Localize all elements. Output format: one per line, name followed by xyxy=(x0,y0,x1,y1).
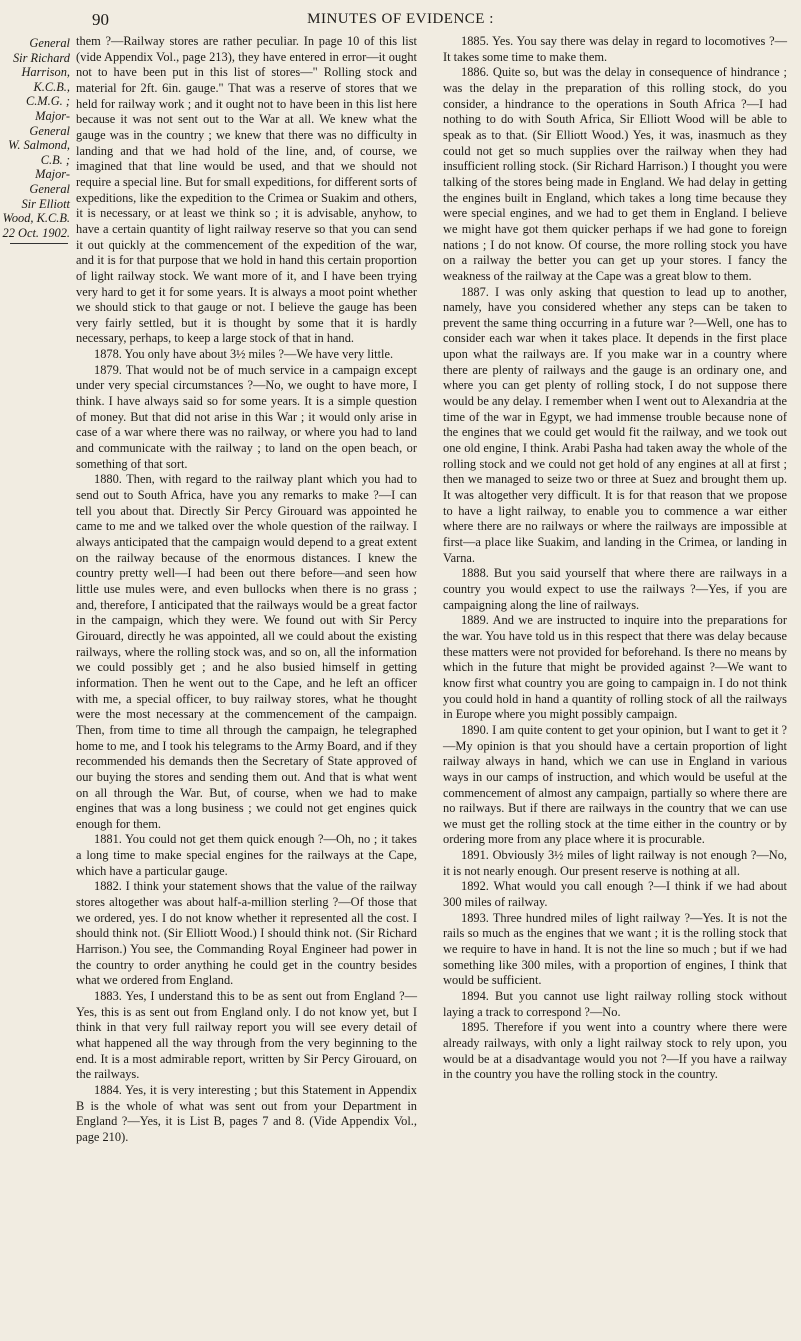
paragraph: 1881. You could not get them quick enough ?—Oh, no ; it takes a long time to make special engines for the railways at the Cape, which have a particular gauge. xyxy=(76,832,417,878)
paragraph: 1879. That would not be of much service in a campaign except under very special circumstances ?—No, we ought to have more, I think. I have always said so for some years. It is a simple question of money. But that did not arise in this War ; it would only arise in case of a war where there was no railway, or where you had to land and communicate with the railway ; to land on the open beach, or something of that sort. xyxy=(76,362,417,471)
right-column xyxy=(443,34,787,1083)
margin-line: C.M.G. ; xyxy=(25,94,70,109)
margin-line: C.B. ; xyxy=(40,152,70,167)
margin-line: General xyxy=(29,123,70,138)
paragraph: 1893. Three hundred miles of light railway ?—Yes. It is not the rails so much as the engines that we want ; it is the rolling stock that we require to have in hand. It is not the line so much ; but if we had something like 300 miles, with a proportion of engines, I think that would be sufficient. xyxy=(443,910,787,988)
paragraph: 1878. You only have about 3½ miles ?—We have very little. xyxy=(94,347,394,362)
running-title: MINUTES OF EVIDENCE : xyxy=(307,11,494,27)
margin-line: General xyxy=(29,181,70,196)
margin-line: Sir Richard xyxy=(12,50,70,65)
margin-line: Wood, K.C.B. xyxy=(2,211,70,226)
paragraph: 1886. Quite so, but was the delay in consequence of hindrance ; was the delay in the preparation of this rolling stock, do you consider, a hindrance to the operations in South Africa ?—I had nothing to do with South Africa, Sir Elliott Wood will be able to speak as to that. (Sir Elliott Wood.) Yes, it was, inasmuch as they could not get so much supplies over the railway when they had insufficient rolling stock. (Sir Richard Harrison.) I thought you were talking of the stores being made in England. We had delay in getting the engines built in England, which takes a long time because they were special engines, and we had to get them in England. I believe we might have got them quicker perhaps if we had gone to foreign nations ; I do not know. Of course, the more rolling stock you have on a railway the better you can get up your stores. I fancy the weakness of the railway at the Cape was a great blow to them. xyxy=(443,65,787,283)
paragraph: 1891. Obviously 3½ miles of light railway is not enough ?—No, it is not nearly enough. Our present reserve is nothing at all. xyxy=(443,848,787,878)
paragraph: them ?—Railway stores are rather peculiar. In page 10 of this list (vide Appendix Vol., page 213), they have entered in error—it ought not to have been put in this list of stores—" Rolling stock and material for 2ft. 6in. gauge." That was a reserve of stores that we held for railway work ; and it ought not to have been in this list here because it was not sent out to the War at all. We knew what the gauge was in the country ; we knew that there was no difficulty in landing and that we had hold of the line, and, of course, we imagined that that line would be used, and that we should not require a special line. But for small expeditions, for different sorts of expeditions, like the expedition to the Crimea or Suakim and others, it is necessary, or at least we think so ; it is advisable, anyhow, to have a certain quantity of light railway reserve so that you can send it out quickly at the commencement of the expedition of the war, and it is for that purpose that we hold in hand this certain proportion of light railway stock. We want more of it, and I have been trying very hard to get it for some years. It is always a moot point whether we should stick to that gauge or not. I believe the gauge has been very fairly settled, but it is thought by some that it is hardly necessary, perhaps, to keep a large stock of that in hand. xyxy=(76,34,417,346)
paragraph: 1892. What would you call enough ?—I think if we had about 300 miles of railway. xyxy=(443,879,787,910)
left-column xyxy=(76,34,417,1146)
margin-line: General xyxy=(29,36,70,50)
margin-line: Harrison, xyxy=(21,65,70,80)
paragraph: 1895. Therefore if you went into a country where there were already railways, with only a light railway stock to rely upon, you would be at a disadvantage would you not ?—If you have a railway in the country you have the rolling stock in the country. xyxy=(443,1020,787,1082)
margin-line: Sir Elliott xyxy=(21,196,70,211)
witness-margin-note xyxy=(2,36,70,244)
paragraph: 1889. And we are instructed to inquire into the preparations for the war. You have told us in this respect that there was delay because these matters were not provided for beforehand. Is there no means by which in the future that might be provided against ?—We want to know first what country you are going to campaign in. I do not think you could hold in hand a quantity of rolling stock of all the railways in Europe where you might possibly campaign. xyxy=(443,613,787,722)
paragraph: 1890. I am quite content to get your opinion, but I want to get it ?—My opinion is that you should have a certain proportion of light railway always in hand, which we can use in England in various ways in our camps of instruction, and which would be useful at the commencement of almost any campaign, partially so where there are no railways. But if there are railways in the country that we can use we must get the rolling stock at the time either in the country or by ordering more from any place where it is procurable. xyxy=(443,722,787,847)
paragraph: 1885. Yes. You say there was delay in regard to locomotives ?—It takes some time to make them. xyxy=(443,34,787,64)
margin-line: Major- xyxy=(35,167,70,182)
margin-line: K.C.B., xyxy=(33,79,70,94)
margin-line: Major- xyxy=(35,108,70,123)
margin-date: 22 Oct. 1902. xyxy=(2,225,70,240)
page-number: 90 xyxy=(92,10,109,29)
paragraph: 1888. But you said yourself that where there are railways in a country you would expect to use the railways ?—Yes, if you are campaigning along the line of railways. xyxy=(443,566,787,612)
margin-divider xyxy=(10,243,68,244)
margin-line: W. Salmond, xyxy=(8,138,70,153)
paragraph: 1884. Yes, it is very interesting ; but this Statement in Appendix B is the whole of what was sent out from your Department in England ?—Yes, it is List B, pages 7 and 8. (Vide Appendix Vol., page 210). xyxy=(76,1082,417,1144)
paragraph: 1880. Then, with regard to the railway plant which you had to send out to South Africa, have you any remarks to make ?—I can tell you about that. Directly Sir Percy Girouard was appointed he came to me and we talked over the whole question of the railway. I always anticipated that the campaign would depend to a great extent on the railway because of the enormous distances. I knew the country pretty well—I had been out there before—and seen how little use mules were, and even bullocks when there is no grass ; and, therefore, I anticipated that the railways would be a great factor in the campaign, which they were. We found out with Sir Percy Girouard, directly he was appointed, all we could about the existing railways, where the rolling stock was, and so on, all the information we could possibly get ; and he also busied himself in getting information. Then he went out to the Cape, and he left an officer with me, a special officer, to buy railway stores, what he thought were the most necessary at the commencement of the campaign. Then, from time to time all through the campaign, he telegraphed home to me, and I took his telegrams to the Army Board, and if they recommended his demands then the Secretary of State approved of our buying the stores and sending them out. And that is what went on all through the War. But, of course, when we had to make engines that was a long business ; we could not get engines quick enough for them. xyxy=(76,472,417,831)
paragraph: 1894. But you cannot use light railway rolling stock without laying a track to correspond ?—No. xyxy=(443,989,787,1019)
paragraph: 1882. I think your statement shows that the value of the railway stores altogether was about half-a-million sterling ?—Of those that we ordered, yes. I do not know whether it represented all the cost. I should think not. (Sir Elliott Wood.) I should think not. (Sir Richard Harrison.) You see, the Commanding Royal Engineer had power in the country to order anything he could get in the country besides what we ordered from England. xyxy=(76,879,417,988)
paragraph: 1887. I was only asking that question to lead up to another, namely, have you considered whether any steps can be taken to prevent the same thing occurring in a future war ?—Well, one has to consider each war when it takes place. It depends in the first place upon what the railways are. If you make war in a country where there are plenty of railways and the gauge is an ordinary one, and where you can get plenty of rolling stock, I do not suppose there would be any delay. I remember when I went out to Alexandria at the time of the war in Egypt, we had immense trouble because none of the engines that we could get would fit the railway, and we took out one old engine, I think. Arabi Pasha had taken away the whole of the rolling stock and we could not get hold of any engines at all at first ; then we managed to seize two or three at Suez and brought them up. It was altogether very difficult. It is for that reason that we propose to have a light railway, to enable you to commence a war either where there are no railways or where the railways are impossible at first—a place like Suakim, and landing in the Crimea, or landing in Varna. xyxy=(443,284,787,565)
paragraph: 1883. Yes, I understand this to be as sent out from England ?—Yes, this is as sent out from England only. I do not know yet, but I think in that very full railway report you will see every detail of what happened all the way through from the very beginning to the end. It is a most admirable report, written by Sir Percy Girouard, on the railways. xyxy=(76,989,417,1082)
page-header xyxy=(0,10,801,36)
